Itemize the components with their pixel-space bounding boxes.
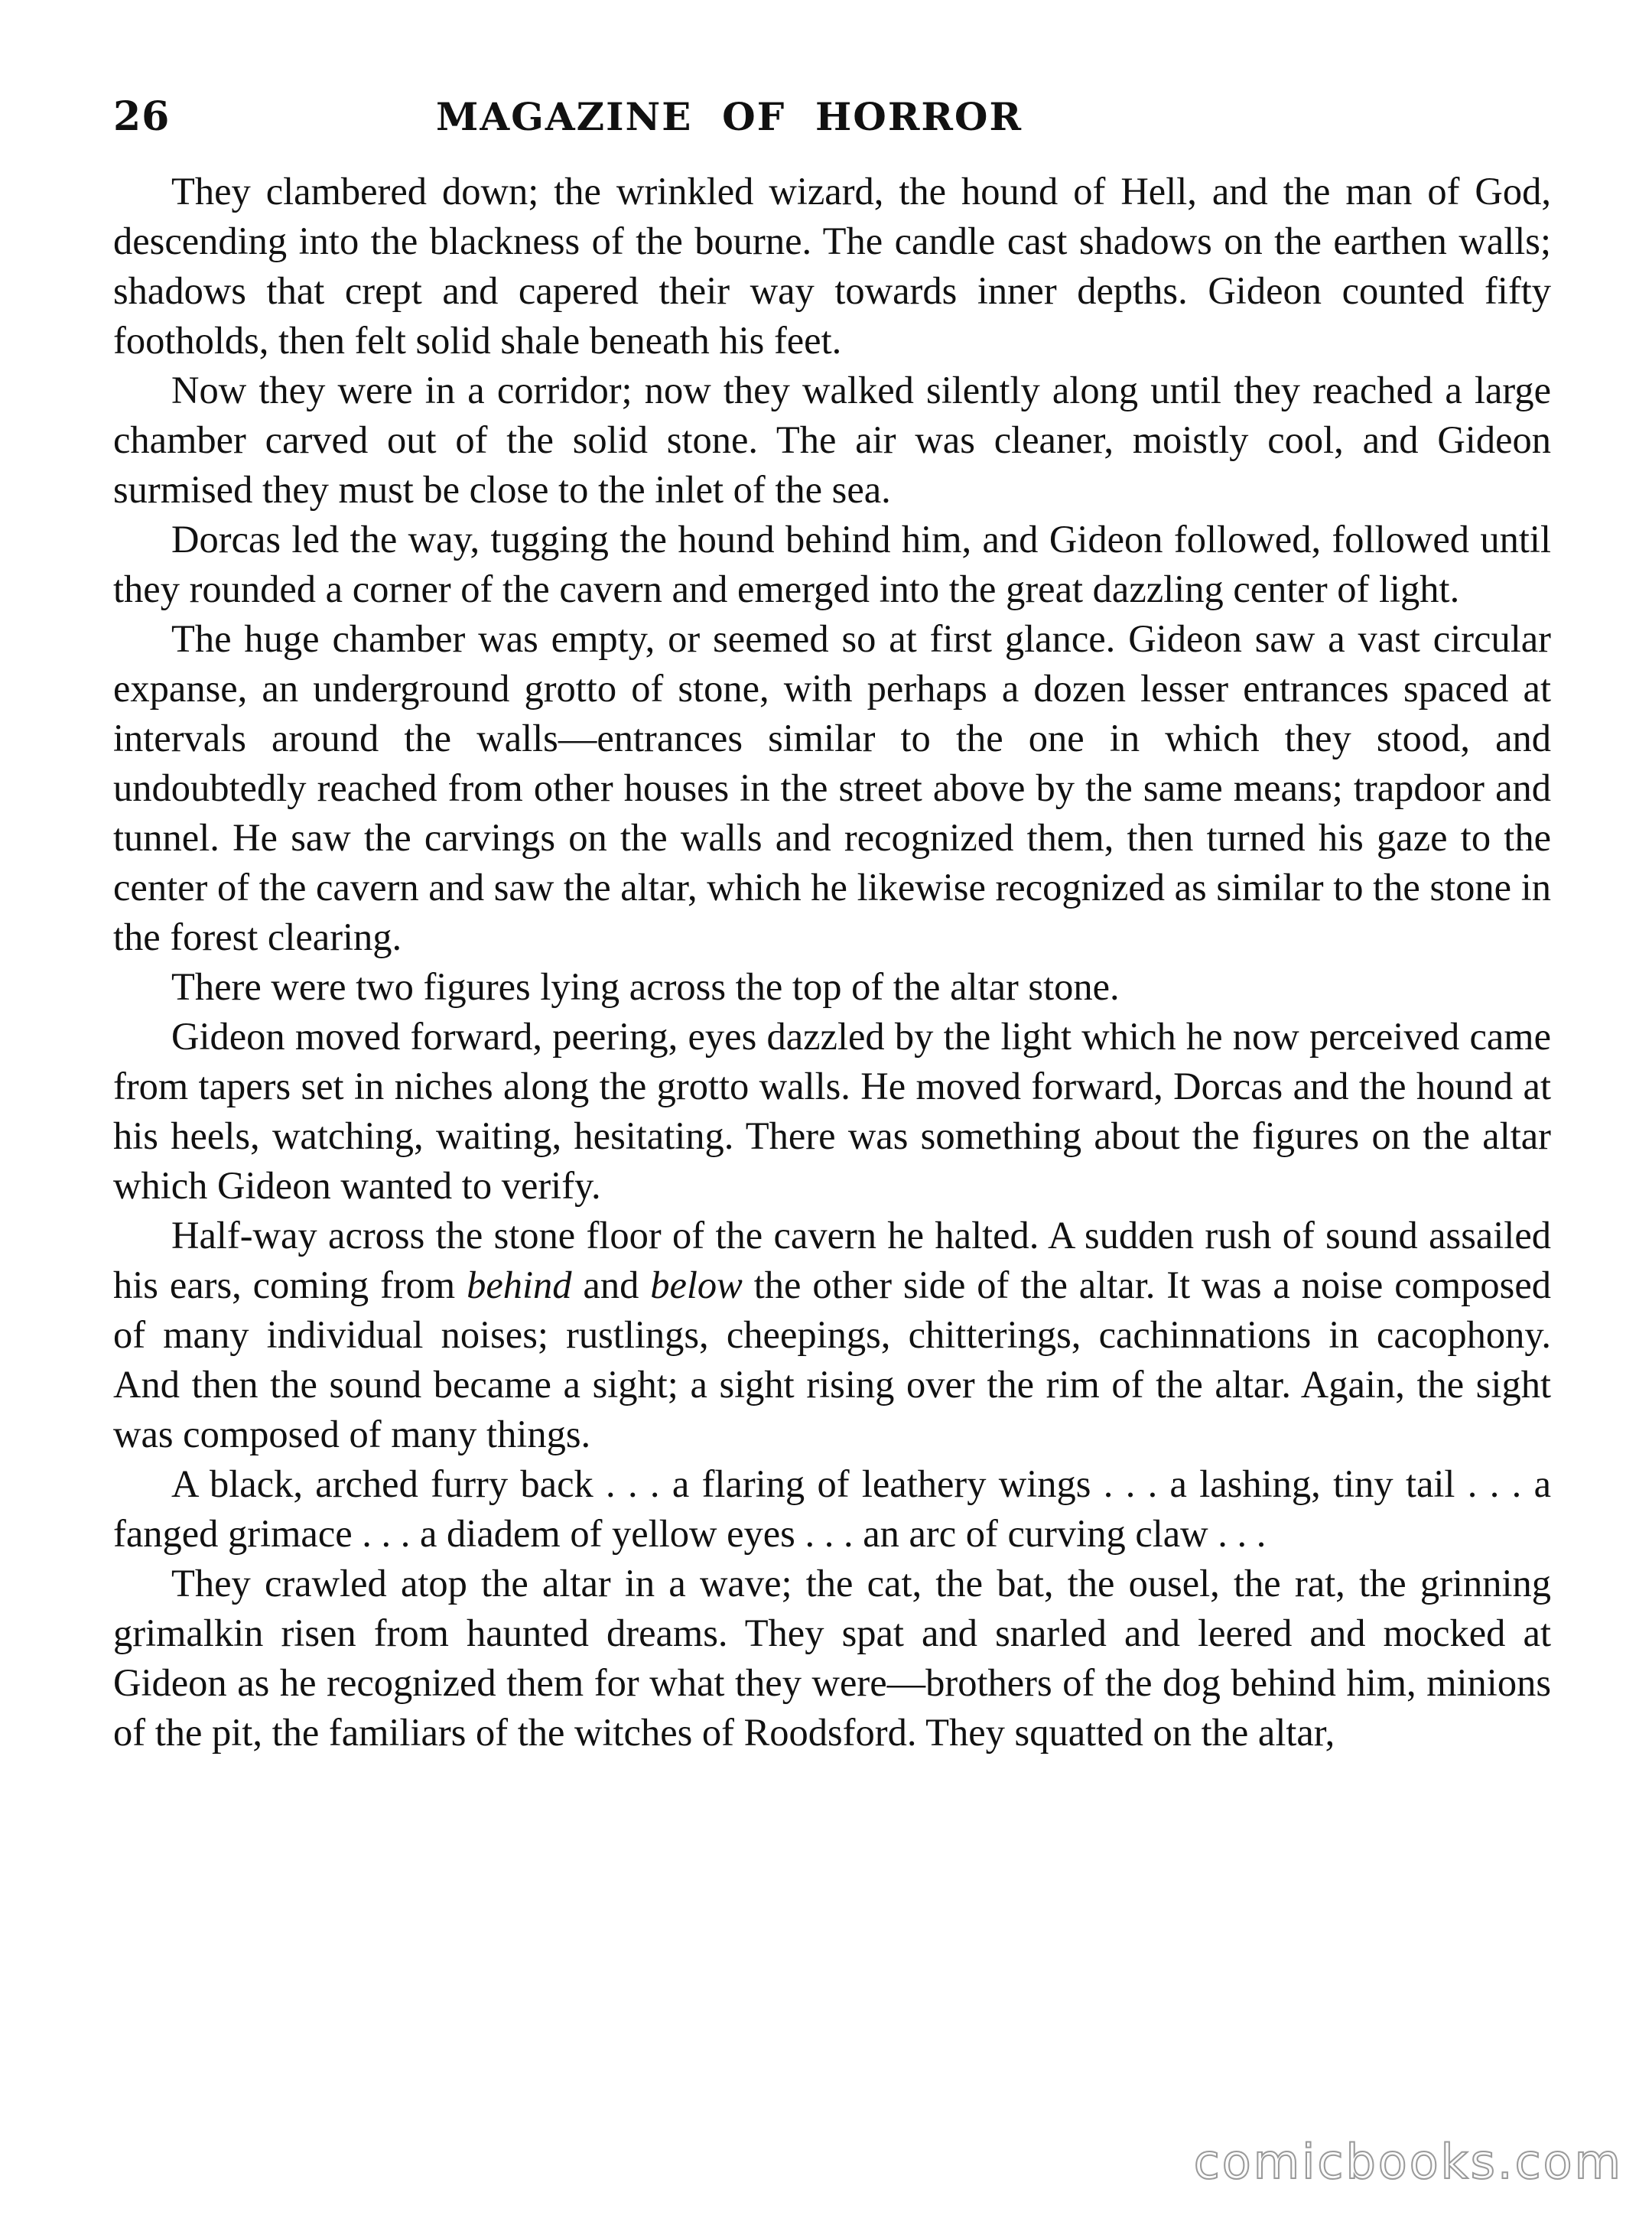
italic-text: below	[650, 1263, 743, 1306]
paragraph: The huge chamber was empty, or seemed so at first glance. Gideon saw a vast circular expanse, an underground grotto of stone, with perhaps a dozen lesser entrances spaced at intervals around the walls—entrances similar to the one in which they stood, and undoubtedly reached from other houses in the street above by the same means; trapdoor and tunnel. He saw the carvings on the walls and recognized them, then turned his gaze to the center of the cavern and saw the altar, which he likewise recognized as similar to the stone in the forest clearing.	[113, 617, 1551, 958]
paragraph: Gideon moved forward, peering, eyes dazzled by the light which he now perceived came from tapers set in niches along the grotto walls. He moved forward, Dorcas and the hound at his heels, watching, waiting, hesitating. There was something about the figures on the altar which Gideon wanted to verify.	[113, 1015, 1551, 1207]
site-watermark: comicbooks.com	[1193, 2134, 1623, 2190]
paragraph: There were two figures lying across the top of the altar stone.	[171, 965, 1120, 1008]
paragraph: Half-way across the stone floor of the cavern he halted. A sudden rush of sound assailed his ears, coming from behind and below the other side of the altar. It was a noise composed of many individual noises; rustlings, cheepings, chitterings, cachinnations in cacophony. And then the sound became a sight; a sight rising over the rim of the altar. Again, the sight was composed of many things.	[113, 1214, 1551, 1455]
paragraph: They crawled atop the altar in a wave; the cat, the bat, the ousel, the rat, the grinning grimalkin risen from haunted dreams. They spat and snarled and leered and mocked at Gideon as he recognized them for what they were—brothers of the dog behind him, minions of the pit, the familiars of the witches of Roodsford. They squatted on the altar,	[113, 1562, 1551, 1754]
paragraph: Dorcas led the way, tugging the hound behind him, and Gideon followed, followed until they rounded a corner of the cavern and emerged into the great dazzling center of light.	[113, 518, 1551, 610]
paragraph: Now they were in a corridor; now they walked silently along until they reached a large chamber carved out of the solid stone. The air was cleaner, moistly cool, and Gideon surmised they must be close to the inlet of the sea.	[113, 369, 1551, 511]
page-number: 26	[113, 93, 171, 140]
paragraph: They clambered down; the wrinkled wizard, the hound of Hell, and the man of God, descending into the blackness of the bourne. The candle cast shadows on the earthen walls; shadows that crept and capered their way towards inner depths. Gideon counted fifty footholds, then felt solid shale beneath his feet.	[113, 170, 1551, 362]
body-text	[113, 167, 1551, 1758]
italic-text: behind	[467, 1263, 572, 1306]
page-header	[113, 90, 1551, 151]
running-head-title: MAGAZINE OF HORROR	[436, 94, 1023, 139]
paragraph: A black, arched furry back . . . a flaring of leathery wings . . . a lashing, tiny tail . . . a fanged grimace . . . a diadem of yellow eyes . . . an arc of curving claw . . .	[113, 1462, 1551, 1555]
